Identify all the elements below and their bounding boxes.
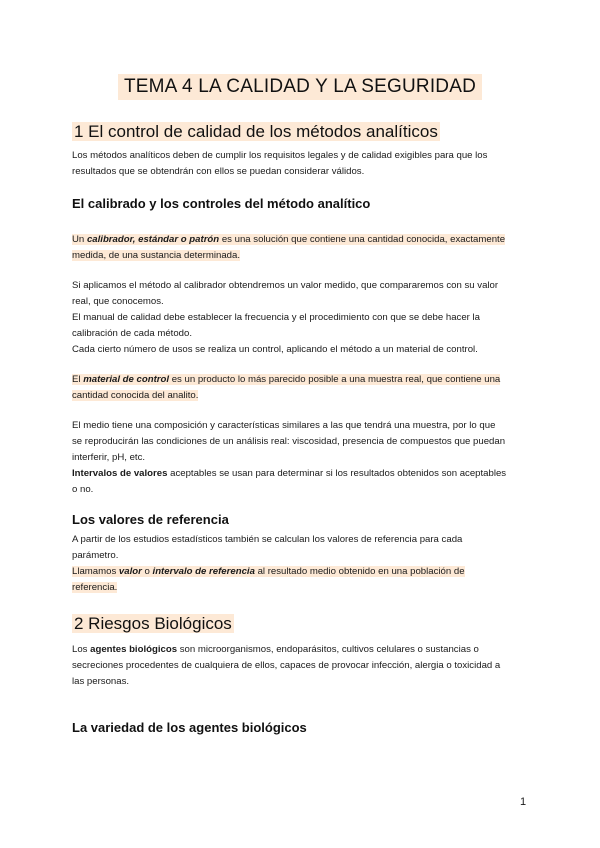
llamamos-line-1 <box>72 564 528 580</box>
calibrador-paragraph <box>72 232 528 264</box>
referencia-line-1: A partir de los estudios estadísticos también se calculan los valores de referencia para cada <box>72 534 463 545</box>
section-2-heading <box>72 614 234 634</box>
intro-line-1: Los métodos analíticos deben de cumplir los requisitos legales y de calidad exigibles para que los <box>72 150 488 161</box>
medio-line-3: interferir, pH, etc. <box>72 452 146 463</box>
calibrador-post: es una solución que contiene una cantidad conocida, exactamente <box>219 234 506 245</box>
calibrador-line-2 <box>72 248 528 264</box>
llamamos-line-2 <box>72 580 528 596</box>
subsection-variedad-heading: La variedad de los agentes biológicos <box>72 720 307 735</box>
section-1-heading <box>72 122 440 142</box>
calibrador-term: calibrador, estándar o patrón <box>86 234 220 245</box>
llamamos-post: al resultado medio obtenido en una población de <box>254 566 465 577</box>
section-2-heading-text: 2 Riesgos Biológicos <box>74 614 232 633</box>
calibration-paragraph <box>72 278 528 358</box>
section-1-heading-text: 1 El control de calidad de los métodos analíticos <box>74 122 438 141</box>
calibration-line-5: Cada cierto número de usos se realiza un control, aplicando el método a un material de control. <box>72 344 478 355</box>
calibrador-line-2-text: medida, de una sustancia determinada. <box>72 250 240 261</box>
agentes-line-1 <box>72 642 528 658</box>
llamamos-mid: o <box>141 566 153 577</box>
agentes-pre: Los <box>72 644 91 655</box>
title-wrapper <box>0 74 600 100</box>
calibration-line-3: El manual de calidad debe establecer la frecuencia y el procedimiento con que se debe hacer la <box>72 312 480 323</box>
intervalos-rest: aceptables se usan para determinar si los resultados obtenidos son aceptables <box>167 468 507 479</box>
medio-line-2: se reproducirán las condiciones de un análisis real: viscosidad, presencia de compuestos que puedan <box>72 436 506 447</box>
section-1-intro <box>72 148 528 180</box>
calibration-line-4: calibración de cada método. <box>72 328 192 339</box>
page-number: 1 <box>520 796 527 808</box>
intervalos-line-2: o no. <box>72 484 94 495</box>
agentes-post: son microorganismos, endoparásitos, cultivos celulares o sustancias o <box>177 644 479 655</box>
material-term: material de control <box>83 374 170 385</box>
calibration-line-1: Si aplicamos el método al calibrador obtendremos un valor medido, que compararemos con su valor <box>72 280 499 291</box>
calibrador-pre: Un <box>72 234 87 245</box>
material-line-2-text: cantidad conocida del analito. <box>72 390 199 401</box>
agentes-paragraph <box>72 642 528 690</box>
material-post: es un producto lo más parecido posible a una muestra real, que contiene una <box>169 374 501 385</box>
material-control-paragraph <box>72 372 528 404</box>
llamamos-line-2-text: referencia. <box>72 582 118 593</box>
material-pre: El <box>72 374 84 385</box>
intervalos-term: Intervalos de valores <box>72 468 168 479</box>
referencia-paragraph <box>72 532 528 596</box>
calibration-line-2: real, que conocemos. <box>72 296 164 307</box>
intro-line-2: resultados que se obtendrán con ellos se puedan considerar válidos. <box>72 166 365 177</box>
intervalos-line-1 <box>72 466 528 482</box>
material-line-2 <box>72 388 528 404</box>
agentes-line-2: secreciones procedentes de cualquiera de ellos, capaces de provocar infección, alergia o toxicidad a <box>72 660 501 671</box>
agentes-term: agentes biológicos <box>90 644 178 655</box>
medio-paragraph <box>72 418 528 498</box>
agentes-line-3: las personas. <box>72 676 130 687</box>
medio-line-1: El medio tiene una composición y características similares a las que tendrá una muestra, por lo que <box>72 420 496 431</box>
llamamos-pre: Llamamos <box>72 566 119 577</box>
document-title: TEMA 4 LA CALIDAD Y LA SEGURIDAD <box>118 74 482 100</box>
referencia-line-2: parámetro. <box>72 550 119 561</box>
llamamos-term-intervalo: intervalo de referencia <box>152 566 255 577</box>
material-line-1 <box>72 372 528 388</box>
subsection-referencia-heading: Los valores de referencia <box>72 512 229 527</box>
calibrador-line-1 <box>72 232 528 248</box>
subsection-calibrado-heading: El calibrado y los controles del método analítico <box>72 196 371 211</box>
llamamos-term-valor: valor <box>118 566 142 577</box>
